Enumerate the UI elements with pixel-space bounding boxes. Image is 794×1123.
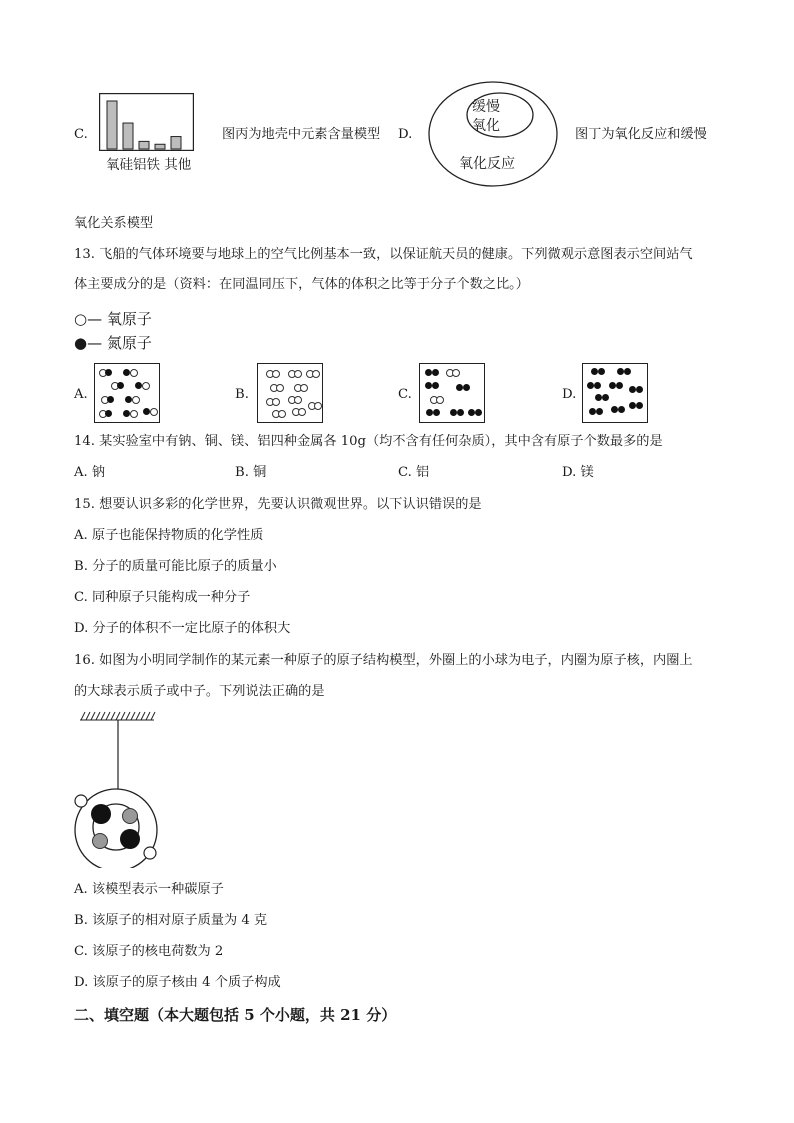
nucleon-black-2 — [120, 829, 140, 849]
q14-option-b: B. 铜 — [235, 465, 267, 480]
q16-option-d: D. 该原子的原子核由 4 个质子构成 — [74, 975, 281, 990]
bar-其他 — [171, 137, 181, 149]
nucleon-gray-1 — [123, 809, 138, 824]
nucleon-gray-2 — [93, 834, 108, 849]
bar-硅 — [123, 123, 133, 149]
bar-氧 — [107, 101, 117, 149]
q13-stem-line1: 13. 飞船的气体环境要与地球上的空气比例基本一致，以保证航天员的健康。下列微观示意图表示空间站气 — [74, 247, 693, 262]
ceiling-hatch — [80, 712, 155, 720]
legend-nitrogen: ●— 氮原子 — [74, 334, 152, 352]
q13-stem-line2: 体主要成分的是（资料：在同温同压下，气体的体积之比等于分子个数之比。） — [74, 277, 529, 292]
inner-label-2: 氧化 — [472, 118, 500, 134]
q13-option-d-label: D. — [562, 387, 577, 402]
bar-铝 — [139, 141, 149, 149]
q15-option-d: D. 分子的体积不一定比原子的体积大 — [74, 621, 291, 636]
q15-option-b: B. 分子的质量可能比原子的质量小 — [74, 559, 277, 574]
electron-2 — [144, 847, 156, 859]
q13-option-c-label: C. — [398, 387, 412, 402]
bar-铁 — [155, 144, 165, 149]
q13-option-d-diagram — [582, 363, 648, 423]
option-d-label: D. — [398, 127, 413, 142]
q16-option-c: C. 该原子的核电荷数为 2 — [74, 944, 224, 959]
q16-stem-line2: 的大球表示质子或中子。下列说法正确的是 — [74, 684, 325, 699]
q16-option-a: A. 该模型表示一种碳原子 — [74, 882, 224, 897]
q14-option-d: D. 镁 — [562, 465, 594, 480]
option-d-text-cont: 氧化关系模型 — [74, 216, 154, 231]
electron-1 — [75, 795, 87, 807]
q16-option-b: B. 该原子的相对原子质量为 4 克 — [74, 913, 268, 928]
q13-option-b-label: B. — [235, 387, 249, 402]
q16-stem-line1: 16. 如图为小明同学制作的某元素一种原子的原子结构模型，外圈上的小球为电子，内圈为原子核，内圈上 — [74, 653, 693, 668]
q14-option-c: C. 铝 — [398, 465, 430, 480]
q13-option-b-diagram — [257, 363, 323, 423]
outer-label: 氧化反应 — [459, 156, 515, 172]
bar-chart-svg — [99, 93, 194, 151]
option-c-text: 图丙为地壳中元素含量模型 — [222, 127, 381, 142]
q15-option-a: A. 原子也能保持物质的化学性质 — [74, 528, 264, 543]
atom-model-figure — [68, 708, 168, 868]
chart-caption: 氧硅铝铁 其他 — [106, 157, 192, 173]
inner-label-1: 缓慢 — [472, 99, 500, 115]
q14-stem: 14. 某实验室中有钠、铜、镁、铝四种金属各 10g（均不含有任何杂质），其中含有原子个数最多的是 — [74, 434, 663, 449]
option-c-label: C. — [74, 127, 88, 142]
q15-stem: 15. 想要认识多彩的化学世界，先要认识微观世界。以下认识错误的是 — [74, 497, 482, 512]
q15-option-c: C. 同种原子只能构成一种分子 — [74, 590, 251, 605]
q13-option-a-label: A. — [74, 387, 88, 402]
q14-option-a: A. 钠 — [74, 465, 106, 480]
legend-oxygen: ○— 氧原子 — [74, 310, 152, 328]
q13-option-a-diagram — [94, 363, 160, 423]
element-abundance-chart — [99, 93, 194, 151]
nucleon-black-1 — [91, 804, 111, 824]
q13-option-c-diagram — [419, 363, 485, 423]
section-2-heading: 二、填空题（本大题包括 5 个小题，共 21 分） — [74, 1006, 397, 1024]
option-d-text: 图丁为氧化反应和缓慢 — [575, 127, 707, 142]
